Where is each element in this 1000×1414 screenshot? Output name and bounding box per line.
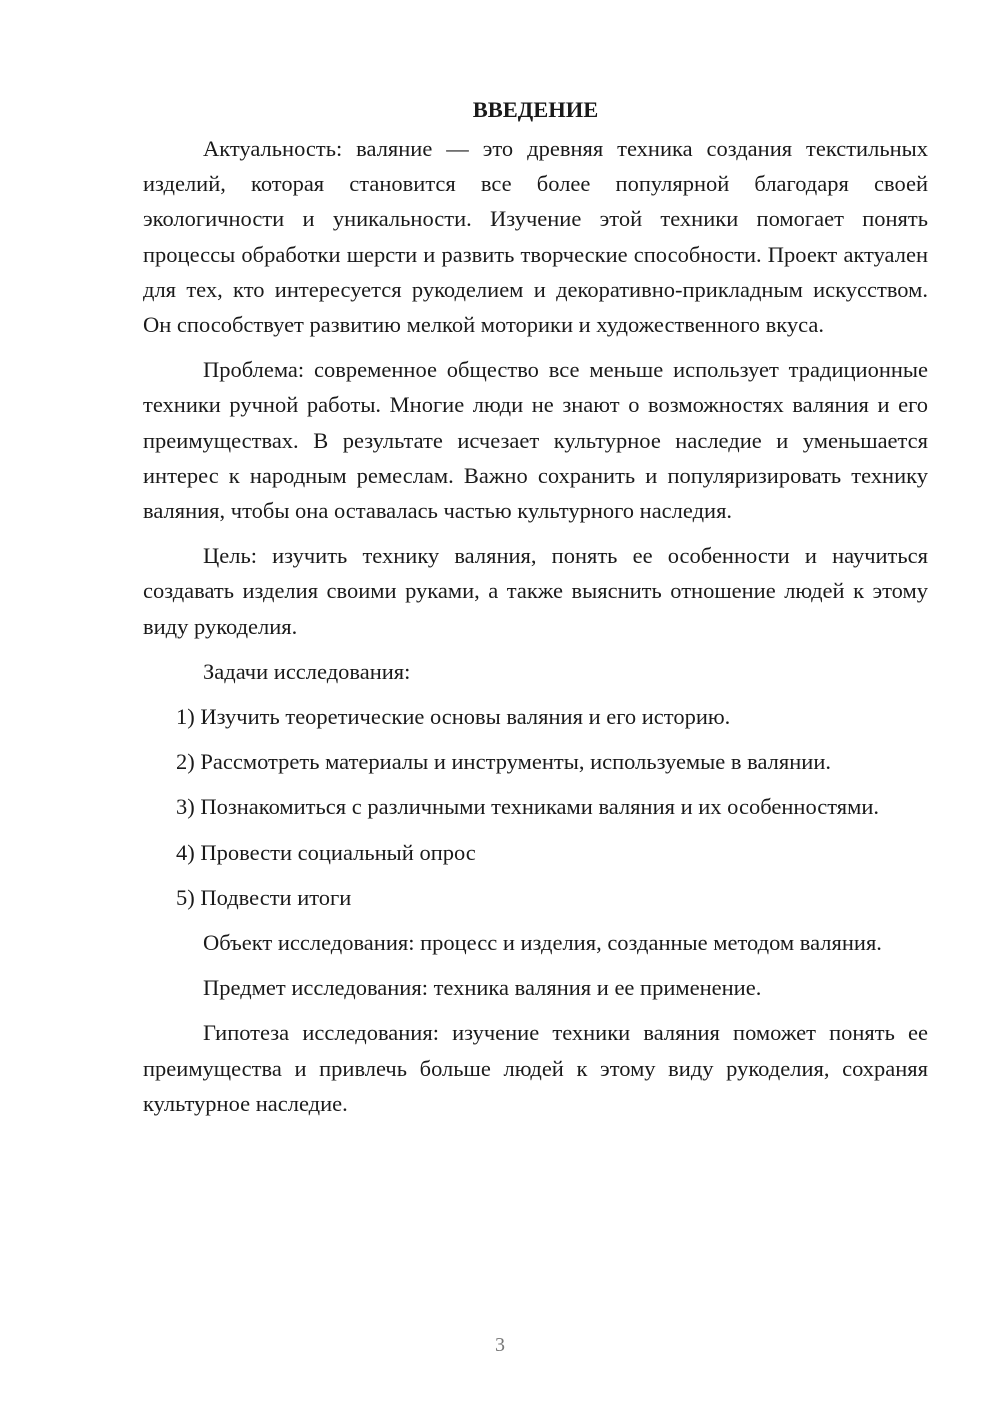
page-number: 3	[495, 1334, 505, 1356]
tasks-heading: Задачи исследования:	[203, 658, 411, 684]
document-page	[143, 92, 928, 1131]
task-item: 1) Изучить теоретические основы валяния и его историю.	[176, 704, 731, 730]
relevance-paragraph: Актуальность: валяние — это древняя техника создания текстильных изделий, которая становится все более популярной благодаря своей экологичности и уникальности. Изучение этой техники помогает понять процессы обработки шерсти и развить творческие способности. Проект актуален для тех, кто интересуется рукоделием и декоративно-прикладным искусством. Он способствует развитию мелкой моторики и художественного вкуса.	[143, 136, 928, 338]
problem-paragraph: Проблема: современное общество все меньше использует традиционные техники ручной работы. Многие люди не знают о возможностях валяния и его преимуществах. В результате исчезает культурное наследие и уменьшается интерес к народным ремеслам. Важно сохранить и популяризировать технику валяния, чтобы она оставалась частью культурного наследия.	[143, 357, 928, 524]
task-item: 4) Провести социальный опрос	[176, 839, 476, 865]
task-item: 2) Рассмотреть материалы и инструменты, используемые в валянии.	[176, 749, 831, 775]
object-paragraph: Объект исследования: процесс и изделия, созданные методом валяния.	[203, 930, 882, 956]
goal-paragraph: Цель: изучить технику валяния, понять ее особенности и научиться создавать изделия своими руками, а также выяснить отношение людей к этому виду рукоделия.	[143, 543, 928, 639]
task-item: 3) Познакомиться с различными техниками валяния и их особенностями.	[176, 794, 880, 820]
subject-paragraph: Предмет исследования: техника валяния и ее применение.	[203, 975, 762, 1001]
tasks-list	[143, 699, 928, 915]
hypothesis-paragraph: Гипотеза исследования: изучение техники валяния поможет понять ее преимущества и привлечь больше людей к этому виду рукоделия, сохраняя культурное наследие.	[143, 1020, 928, 1116]
task-item: 5) Подвести итоги	[176, 884, 352, 910]
section-title: ВВЕДЕНИЕ	[472, 97, 599, 122]
